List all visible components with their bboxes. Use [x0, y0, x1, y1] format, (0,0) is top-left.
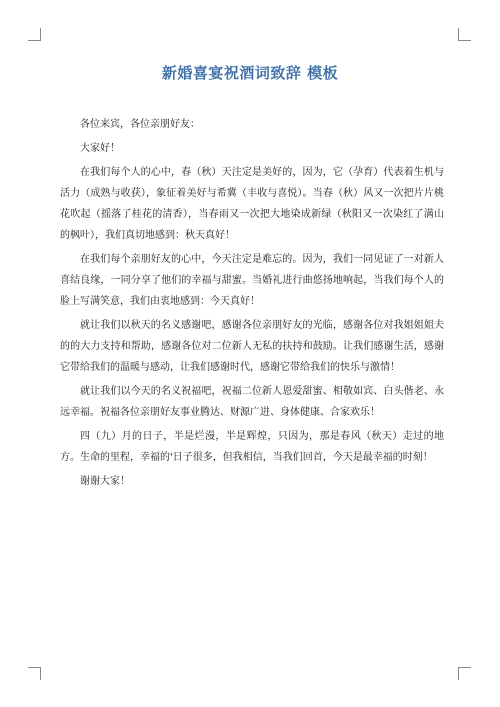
- closing: 谢谢大家！: [80, 476, 130, 487]
- document-body: [60, 114, 444, 495]
- page-corner-mark-bottom-right: [458, 667, 471, 680]
- body-paragraph: 在我们每个人的心中，春（秋）天注定是美好的，因为，它（孕育）代表着生机与活力（成熟与收获），象征着美好与希冀（丰收与喜悦）。当春（秋）风又一次把片片桃花吹起（摇落了桂花的清香），当春雨又一次把大地染成新绿（秋阳又一次染红了满山的枫叶），我们真切地感到：秋天真好！: [60, 167, 444, 241]
- body-paragraph: 就让我们以今天的名义祝福吧，祝福二位新人恩爱甜蜜、相敬如宾、白头偕老、永远幸福。祝福各位亲朋好友事业腾达、财源广进、身体健康、合家欢乐！: [60, 386, 444, 418]
- greeting: 大家好！: [80, 143, 120, 154]
- document-title: 新婚喜宴祝酒词致辞 模板: [161, 64, 339, 82]
- body-paragraph: 就让我们以秋天的名义感谢吧，感谢各位亲朋好友的光临，感谢各位对我姐姐姐夫的的大力支持和帮助，感谢各位对二位新人无私的扶持和鼓励。让我们感谢生活，感谢它带给我们的温暖与感动，让我们感谢时代，感谢它带给我们的快乐与激情！: [60, 320, 444, 373]
- salutation: 各位来宾，各位亲朋好友：: [80, 119, 200, 130]
- body-paragraph: 四（九）月的日子，半是烂漫，半是辉煌，只因为，那是春风（秋天）走过的地方。生命的里程，幸福的'日子很多，但我相信，当我们回首，今天是最幸福的时刻！: [60, 431, 444, 463]
- page-corner-mark-top-left: [28, 28, 41, 41]
- page-corner-mark-top-right: [458, 28, 471, 41]
- body-paragraph: 在我们每个亲朋好友的心中，今天注定是难忘的。因为，我们一同见证了一对新人喜结良缘，一同分享了他们的幸福与甜蜜。当婚礼进行曲悠扬地响起，当我们每个人的脸上写满笑意，我们由衷地感到：今天真好！: [60, 254, 444, 307]
- page-corner-mark-bottom-left: [28, 667, 41, 680]
